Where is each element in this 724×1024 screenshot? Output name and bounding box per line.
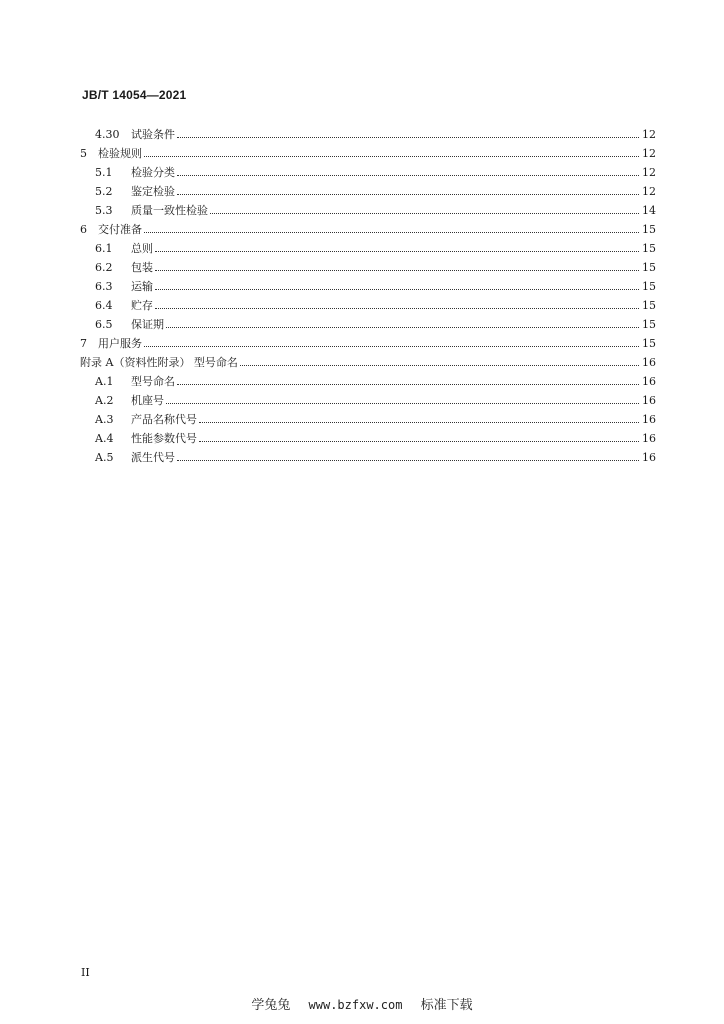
toc-entry-number: 5.2 xyxy=(95,185,113,198)
toc-dot-leader xyxy=(155,307,639,309)
toc-entry[interactable] xyxy=(80,239,656,258)
toc-entry-title: 贮存 xyxy=(131,299,153,312)
toc-entry[interactable] xyxy=(80,391,656,410)
toc-entry-number: 7 xyxy=(80,337,87,350)
toc-entry-number: 4.30 xyxy=(95,128,120,141)
toc-dot-leader xyxy=(210,212,639,214)
toc-entry[interactable] xyxy=(80,144,656,163)
toc-entry-number: 6.4 xyxy=(95,299,113,312)
toc-entry-page: 15 xyxy=(642,223,656,236)
footer-url[interactable]: www.bzfxw.com xyxy=(308,998,403,1012)
toc-entry-number: 5.1 xyxy=(95,166,113,179)
toc-entry-page: 12 xyxy=(642,166,656,179)
toc-entry[interactable] xyxy=(80,448,656,467)
toc-entry-page: 16 xyxy=(642,413,656,426)
toc-entry-number: 6.5 xyxy=(95,318,113,331)
toc-entry-page: 12 xyxy=(642,147,656,160)
toc-dot-leader xyxy=(177,193,639,195)
footer-site-name: 学兔兔 xyxy=(251,998,291,1013)
toc-dot-leader xyxy=(177,136,639,138)
toc-entry-title: 包装 xyxy=(131,261,153,274)
toc-entry[interactable] xyxy=(80,258,656,277)
toc-entry-page: 16 xyxy=(642,432,656,445)
toc-entry-page: 12 xyxy=(642,185,656,198)
toc-entry-title: 总则 xyxy=(131,242,153,255)
toc-entry[interactable] xyxy=(80,429,656,448)
toc-dot-leader xyxy=(177,174,639,176)
toc-entry-number: 6 xyxy=(80,223,87,236)
toc-entry-number: A.3 xyxy=(95,413,114,426)
toc-entry-title: 检验分类 xyxy=(131,166,175,179)
toc-entry[interactable] xyxy=(80,372,656,391)
standard-code: JB/T 14054—2021 xyxy=(82,88,187,102)
toc-entry-title: 保证期 xyxy=(131,318,164,331)
toc-dot-leader xyxy=(177,459,639,461)
toc-entry-number: A.5 xyxy=(95,451,114,464)
toc-dot-leader xyxy=(166,402,639,404)
toc-entry-title: 派生代号 xyxy=(131,451,175,464)
toc-entry[interactable] xyxy=(80,410,656,429)
footer-watermark xyxy=(0,994,724,1013)
toc-entry-page: 12 xyxy=(642,128,656,141)
toc-dot-leader xyxy=(240,364,639,366)
toc-entry-title: 附录 A（资料性附录） 型号命名 xyxy=(80,356,238,369)
toc-entry-page: 14 xyxy=(642,204,656,217)
toc-entry[interactable] xyxy=(80,315,656,334)
toc-entry[interactable] xyxy=(80,353,656,372)
toc-entry-page: 16 xyxy=(642,375,656,388)
toc-entry-number: 6.2 xyxy=(95,261,113,274)
toc-entry-page: 16 xyxy=(642,394,656,407)
toc-dot-leader xyxy=(144,345,639,347)
toc-entry[interactable] xyxy=(80,182,656,201)
toc-entry[interactable] xyxy=(80,201,656,220)
toc-entry-page: 15 xyxy=(642,280,656,293)
toc-entry[interactable] xyxy=(80,277,656,296)
toc-entry[interactable] xyxy=(80,334,656,353)
toc-dot-leader xyxy=(166,326,639,328)
toc-entry-page: 15 xyxy=(642,242,656,255)
footer-tagline: 标准下载 xyxy=(420,998,473,1013)
toc-entry-page: 15 xyxy=(642,337,656,350)
toc-entry-title: 运输 xyxy=(131,280,153,293)
page-number: II xyxy=(81,966,90,979)
toc-entry-page: 15 xyxy=(642,318,656,331)
toc-entry-title: 试验条件 xyxy=(131,128,175,141)
toc-entry-number: 6.1 xyxy=(95,242,113,255)
toc-entry-number: 5.3 xyxy=(95,204,113,217)
toc-entry-page: 15 xyxy=(642,299,656,312)
toc-entry-title: 型号命名 xyxy=(131,375,175,388)
toc-entry-page: 16 xyxy=(642,356,656,369)
toc-entry-title: 机座号 xyxy=(131,394,164,407)
toc-entry-number: A.2 xyxy=(95,394,114,407)
toc-dot-leader xyxy=(155,288,639,290)
toc-entry-page: 15 xyxy=(642,261,656,274)
toc-entry-title: 检验规则 xyxy=(98,147,142,160)
toc-dot-leader xyxy=(199,421,639,423)
toc-entry-number: 5 xyxy=(80,147,87,160)
toc-entry-number: A.1 xyxy=(95,375,114,388)
toc-entry-page: 16 xyxy=(642,451,656,464)
toc-entry[interactable] xyxy=(80,125,656,144)
toc-entry[interactable] xyxy=(80,296,656,315)
toc-entry-title: 用户服务 xyxy=(98,337,142,350)
toc-entry-title: 交付准备 xyxy=(98,223,142,236)
toc-entry-title: 产品名称代号 xyxy=(131,413,197,426)
toc-entry[interactable] xyxy=(80,163,656,182)
toc-dot-leader xyxy=(144,231,639,233)
toc-dot-leader xyxy=(177,383,639,385)
toc-dot-leader xyxy=(155,250,639,252)
toc-entry-number: A.4 xyxy=(95,432,114,445)
toc-entry-number: 6.3 xyxy=(95,280,113,293)
toc-entry-title: 鉴定检验 xyxy=(131,185,175,198)
toc-dot-leader xyxy=(144,155,639,157)
toc-dot-leader xyxy=(199,440,639,442)
toc-dot-leader xyxy=(155,269,639,271)
toc-entry-title: 质量一致性检验 xyxy=(131,204,208,217)
toc-entry-title: 性能参数代号 xyxy=(131,432,197,445)
toc-entry[interactable] xyxy=(80,220,656,239)
table-of-contents xyxy=(80,125,656,467)
